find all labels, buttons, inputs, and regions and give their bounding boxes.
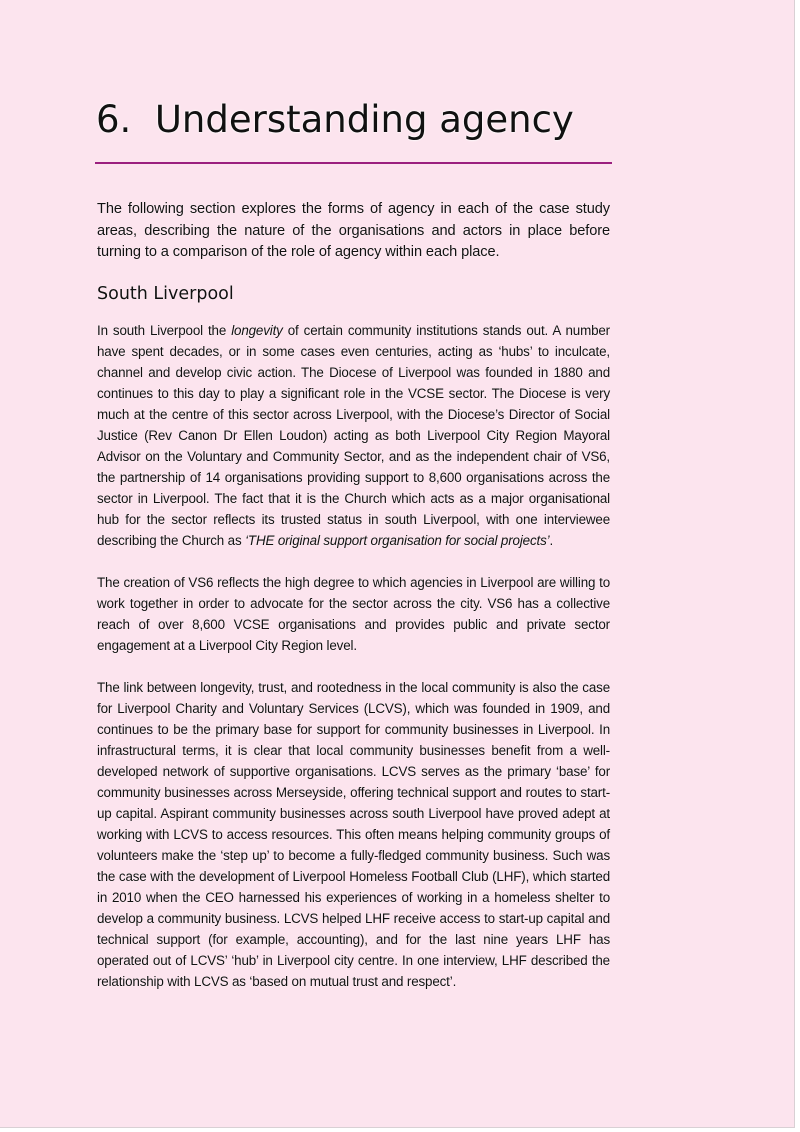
page-title: 6. Understanding agency (96, 98, 574, 141)
page-content (97, 199, 610, 992)
section-heading: South Liverpool (97, 283, 234, 304)
paragraph-text: . (549, 532, 554, 548)
quote-text: ‘THE original support organisation for social projects’ (245, 532, 550, 548)
paragraph-text: of certain community institutions stands out. A number have spent decades, or in some cases even centuries, acting as ‘hubs’ to inculcate, channel and develop civic action. The Diocese of Liverpool was founded in 1880 and continues to this day to play a significant role in the VCSE sector. The Diocese is very much at the centre of this sector across Liverpool, with the Diocese’s Director of Social Justice (Rev Canon Dr Ellen Loudon) acting as both Liverpool City Region Mayoral Advisor on the Voluntary and Community Sector, and as the independent chair of VS6, the partnership of 14 organisations providing support to 8,600 organisations across the sector in Liverpool. The fact that it is the Church which acts as a major organisational hub for the sector reflects its trusted status in south Liverpool, with one interviewee describing the Church as (97, 322, 610, 548)
body-paragraph-1 (97, 320, 610, 551)
body-paragraph-3: The link between longevity, trust, and rootedness in the local community is also the case for Liverpool Charity and Voluntary Services (LCVS), which was founded in 1909, and continues to be the primary base for support for community businesses in Liverpool. In infrastructural terms, it is clear that local community businesses benefit from a well-developed network of supportive organisations. LCVS serves as the primary ‘base’ for community businesses across Merseyside, offering technical support and routes to start-up capital. Aspirant community businesses across south Liverpool have proved adept at working with LCVS to access resources. This often means helping community groups of volunteers make the ‘step up’ to become a fully-fledged community business. Such was the case with the development of Liverpool Homeless Football Club (LHF), which started in 2010 when the CEO harnessed his experiences of working in a homeless shelter to develop a community business. LCVS helped LHF receive access to start-up capital and technical support (for example, accounting), and for the last nine years LHF has operated out of LCVS’ ‘hub’ in Liverpool city centre. In one interview, LHF described the relationship with LCVS as ‘based on mutual trust and respect’. (97, 679, 610, 989)
emphasis-text: longevity (231, 322, 283, 338)
paragraph-text: In south Liverpool the (97, 322, 232, 338)
title-divider (95, 162, 612, 164)
intro-paragraph: The following section explores the forms of agency in each of the case study areas, describing the nature of the organisations and actors in place before turning to a comparison of the role of agency within each place. (97, 201, 610, 260)
body-paragraph-2: The creation of VS6 reflects the high degree to which agencies in Liverpool are willing to work together in order to advocate for the sector across the city. VS6 has a collective reach of over 8,600 VCSE organisations and provides public and private sector engagement at a Liverpool City Region level. (97, 574, 610, 653)
